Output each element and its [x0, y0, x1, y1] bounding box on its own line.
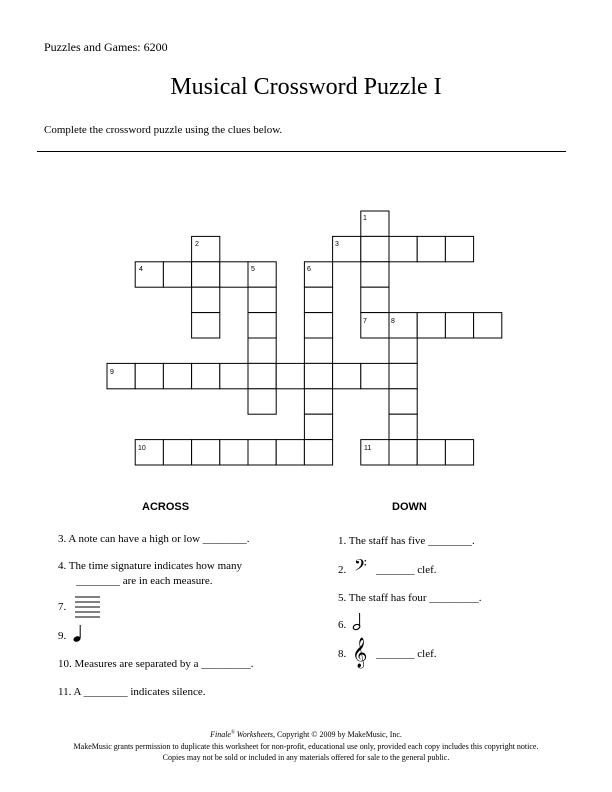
grid-cell[interactable]	[304, 287, 332, 312]
staff-lines-icon	[74, 594, 102, 622]
grid-cell[interactable]	[192, 287, 220, 312]
half-note-icon	[352, 612, 364, 632]
grid-cell[interactable]	[192, 363, 220, 388]
grid-cell[interactable]	[389, 440, 417, 465]
grid-cell[interactable]	[304, 414, 332, 439]
grid-number-1: 1	[363, 215, 367, 222]
grid-cell[interactable]	[163, 363, 191, 388]
grid-cell[interactable]	[107, 363, 135, 388]
down-clue-8-number: 8.	[338, 648, 347, 660]
grid-cell[interactable]	[389, 363, 417, 388]
footer-registered-mark: ®	[230, 730, 235, 736]
grid-cell[interactable]	[304, 389, 332, 414]
down-clue-8-text: _______ clef.	[376, 648, 437, 660]
grid-cell[interactable]	[248, 363, 276, 388]
grid-cell[interactable]	[135, 363, 163, 388]
quarter-note-icon	[73, 624, 85, 644]
footer-restriction: Copies may not be sold or included in any materials offered for sale to the general public.	[162, 753, 450, 762]
grid-number-4: 4	[139, 266, 143, 273]
down-clue-6: 6.	[338, 619, 347, 631]
footer-permission: MakeMusic grants permission to duplicate this worksheet for non-profit, educational use only, provided each copy includes this copyright notice.	[73, 742, 539, 751]
grid-number-10: 10	[138, 445, 146, 452]
grid-cell[interactable]	[248, 313, 276, 338]
grid-cell[interactable]	[135, 440, 163, 465]
grid-number-6: 6	[307, 266, 311, 273]
across-clue-3: 3. A note can have a high or low ________.	[58, 533, 250, 545]
grid-cell[interactable]	[417, 440, 445, 465]
grid-number-3: 3	[335, 241, 339, 248]
down-heading: DOWN	[392, 501, 427, 513]
grid-number-11: 11	[364, 445, 372, 452]
grid-cell[interactable]	[192, 313, 220, 338]
grid-number-2: 2	[195, 241, 199, 248]
instructions: Complete the crossword puzzle using the clues below.	[44, 124, 283, 136]
footer-product: Worksheets	[234, 730, 273, 739]
grid-cell[interactable]	[361, 262, 389, 287]
grid-cell[interactable]	[445, 236, 473, 261]
grid-cell[interactable]	[248, 389, 276, 414]
grid-cell[interactable]	[389, 236, 417, 261]
grid-cell[interactable]	[389, 414, 417, 439]
grid-cell[interactable]	[192, 262, 220, 287]
footer-brand: Finale	[210, 730, 231, 739]
page-title: Musical Crossword Puzzle I	[170, 74, 442, 100]
grid-cell[interactable]	[276, 440, 304, 465]
across-clue-4-line2: ________ are in each measure.	[76, 575, 213, 587]
across-heading: ACROSS	[142, 501, 190, 513]
down-clue-2-number: 2.	[338, 564, 347, 576]
grid-cell[interactable]	[163, 440, 191, 465]
grid-cell[interactable]	[304, 313, 332, 338]
grid-cell[interactable]	[192, 440, 220, 465]
grid-cell[interactable]	[163, 262, 191, 287]
grid-cell[interactable]	[361, 363, 389, 388]
across-clue-4-line1: 4. The time signature indicates how many	[58, 560, 243, 572]
treble-clef-icon: 𝄞	[352, 638, 368, 668]
down-clue-1: 1. The staff has five ________.	[338, 535, 475, 547]
footer-copyright	[0, 730, 612, 739]
grid-cell[interactable]	[304, 338, 332, 363]
header-label: Puzzles and Games: 6200	[44, 40, 168, 54]
across-clue-9: 9.	[58, 630, 67, 642]
grid-cell[interactable]	[361, 440, 389, 465]
grid-cell[interactable]	[248, 440, 276, 465]
grid-cell[interactable]	[361, 236, 389, 261]
across-clue-7: 7.	[58, 601, 67, 613]
grid-cell[interactable]	[333, 363, 361, 388]
grid-number-7: 7	[363, 318, 367, 325]
grid-cell[interactable]	[417, 313, 445, 338]
grid-number-9: 9	[110, 369, 114, 376]
grid-cell[interactable]	[276, 363, 304, 388]
grid-cell[interactable]	[248, 338, 276, 363]
grid-cell[interactable]	[220, 363, 248, 388]
grid-number-8: 8	[391, 318, 395, 325]
grid-cell[interactable]	[445, 440, 473, 465]
grid-cell[interactable]	[389, 313, 417, 338]
grid-cell[interactable]	[389, 338, 417, 363]
grid-cell[interactable]	[304, 363, 332, 388]
grid-cell[interactable]	[220, 262, 248, 287]
grid-cell[interactable]	[445, 313, 473, 338]
grid-number-5: 5	[251, 266, 255, 273]
grid-cell[interactable]	[417, 236, 445, 261]
grid-cell[interactable]	[389, 389, 417, 414]
grid-cell[interactable]	[474, 313, 502, 338]
footer-copyright-text: , Copyright © 2009 by MakeMusic, Inc.	[272, 730, 402, 739]
bass-clef-icon: 𝄢	[354, 555, 367, 579]
grid-cell[interactable]	[304, 440, 332, 465]
grid-cell[interactable]	[361, 313, 389, 338]
down-clue-2-text: _______ clef.	[376, 564, 437, 576]
grid-cell[interactable]	[220, 440, 248, 465]
across-clue-11: 11. A ________ indicates silence.	[58, 686, 206, 698]
across-clue-10: 10. Measures are separated by a _________.	[58, 658, 254, 670]
grid-cell[interactable]	[248, 287, 276, 312]
grid-cell[interactable]	[361, 287, 389, 312]
down-clue-5: 5. The staff has four _________.	[338, 592, 482, 604]
